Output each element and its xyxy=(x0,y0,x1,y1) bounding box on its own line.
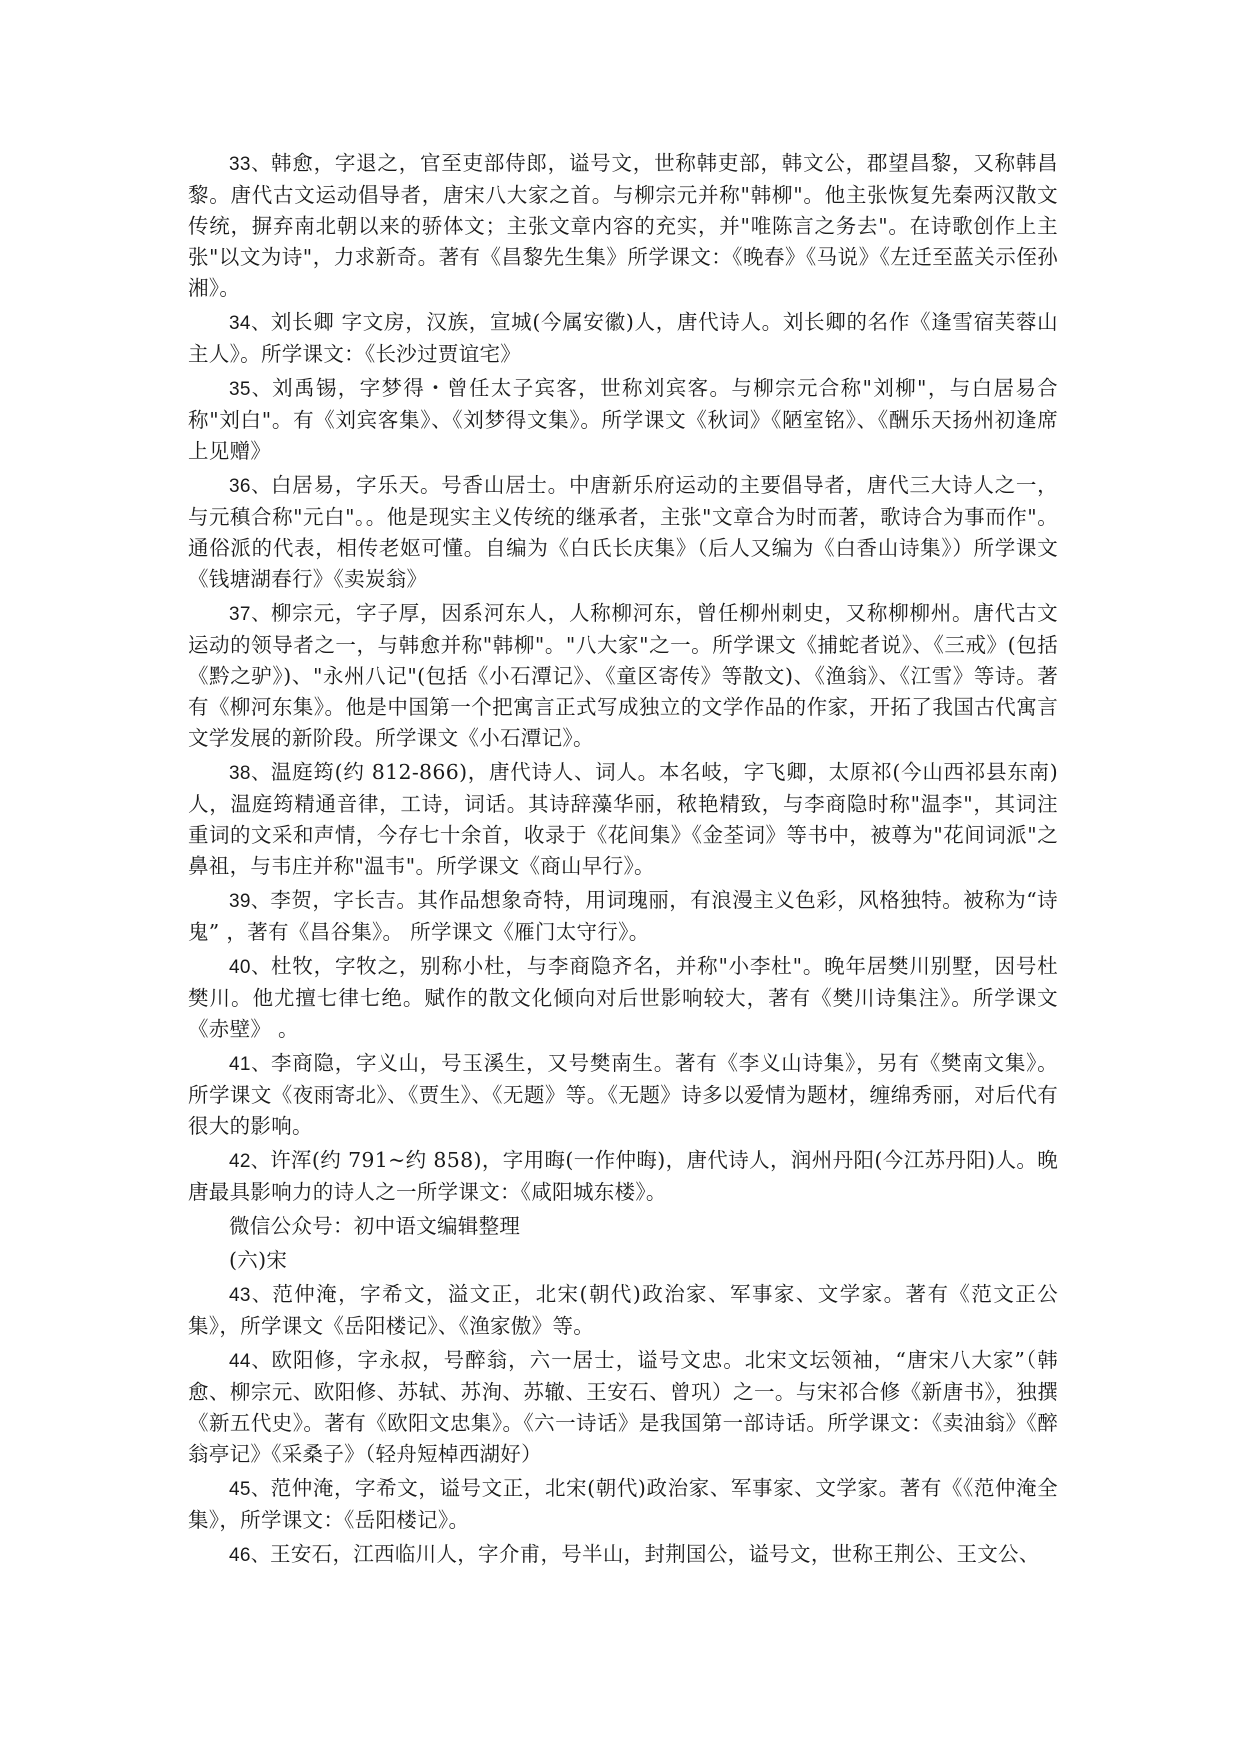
entry-39 xyxy=(188,885,1058,948)
entry-text: 刘长卿 字文房，汉族，宣城(今属安徽)人，唐代诗人。刘长卿的名作《逢雪宿芙蓉山主人》。所学课文：《长沙过贾谊宅》 xyxy=(188,310,1058,366)
entry-number: 35、 xyxy=(229,379,273,400)
entry-text: 杜牧，字牧之，别称小杜，与李商隐齐名，并称"小李杜"。晚年居樊川别墅，因号杜樊川。他尤擅七律七绝。赋作的散文化倾向对后世影响较大，著有《樊川诗集注》。所学课文《赤壁》 。 xyxy=(188,954,1058,1041)
entry-number: 33、 xyxy=(229,154,271,175)
entry-36 xyxy=(188,470,1058,595)
entry-number: 40、 xyxy=(229,957,272,978)
entry-46 xyxy=(188,1539,1058,1571)
entry-34 xyxy=(188,307,1058,370)
entry-33 xyxy=(188,148,1058,304)
entry-42 xyxy=(188,1145,1058,1208)
entry-45 xyxy=(188,1473,1058,1536)
entry-number: 39、 xyxy=(229,891,271,912)
section-heading: (六)宋 xyxy=(229,1248,288,1272)
entry-text: 许浑(约 791~约 858)，字用晦(一作仲晦)，唐代诗人，润州丹阳(今江苏丹阳)人。晚唐最具影响力的诗人之一所学课文：《咸阳城东楼》。 xyxy=(188,1148,1058,1204)
entry-text: 刘禹锡，字梦得・曾任太子宾客，世称刘宾客。与柳宗元合称"刘柳"，与白居易合称"刘白"。有《刘宾客集》、《刘梦得文集》。所学课文《秋词》《陋室铭》、《酬乐天扬州初逢席上见赠》 xyxy=(188,376,1058,463)
entry-text: 欧阳修，字永叔，号醉翁，六一居士，谥号文忠。北宋文坛领袖，“唐宋八大家”（韩愈、柳宗元、欧阳修、苏轼、苏洵、苏辙、王安石、曾巩）之一。与宋祁合修《新唐书》，独撰《新五代史》。著有《欧阳文忠集》。《六一诗话》是我国第一部诗话。所学课文：《卖油翁》《醉翁亭记》《采桑子》（轻舟短棹西湖好） xyxy=(188,1348,1058,1466)
entry-38 xyxy=(188,757,1058,882)
document-page xyxy=(188,148,1058,1574)
entry-number: 43、 xyxy=(229,1285,273,1306)
entry-44 xyxy=(188,1345,1058,1470)
entry-number: 45、 xyxy=(229,1479,271,1500)
entry-number: 36、 xyxy=(229,476,271,497)
entry-35 xyxy=(188,373,1058,467)
entry-number: 37、 xyxy=(229,604,271,625)
entry-41 xyxy=(188,1048,1058,1142)
entry-text: 温庭筠(约 812-866)，唐代诗人、词人。本名岐，字飞卿，太原祁(今山西祁县东南)人，温庭筠精通音律，工诗，词话。其诗辞藻华丽，秾艳精致，与李商隐时称"温李"，其词注重词的文采和声情，今存七十余首，收录于《花间集》《金荃词》等书中，被尊为"花间词派"之鼻祖，与韦庄并称"温韦"。所学课文《商山早行》。 xyxy=(188,760,1058,878)
entry-text: 李贺，字长吉。其作品想象奇特，用词瑰丽，有浪漫主义色彩，风格独特。被称为“诗鬼” ，著有《昌谷集》。 所学课文《雁门太守行》。 xyxy=(188,888,1058,944)
entry-37 xyxy=(188,598,1058,754)
entry-text: 范仲淹，字希文，溢文正，北宋(朝代)政治家、军事家、文学家。著有《范文正公集》，所学课文《岳阳楼记》、《渔家傲》等。 xyxy=(188,1282,1058,1338)
entry-number: 38、 xyxy=(229,763,271,784)
entry-number: 46、 xyxy=(229,1545,271,1566)
entry-text: 李商隐，字义山，号玉溪生，又号樊南生。著有《李义山诗集》，另有《樊南文集》。所学课文《夜雨寄北》、《贾生》、《无题》等。《无题》诗多以爱情为题材，缠绵秀丽，对后代有很大的影响。 xyxy=(188,1051,1058,1138)
entry-text: 柳宗元，字子厚，因系河东人，人称柳河东，曾任柳州刺史，又称柳柳州。唐代古文运动的领导者之一，与韩愈并称"韩柳"。"八大家"之一。所学课文《捕蛇者说》、《三戒》(包括《黔之驴》)、"永州八记"(包括《小石潭记》、《童区寄传》等散文)、《渔翁》、《江雪》等诗。著有《柳河东集》。他是中国第一个把寓言正式写成独立的文学作品的作家，开拓了我国古代寓言文学发展的新阶段。所学课文《小石潭记》。 xyxy=(188,601,1058,750)
entry-43 xyxy=(188,1279,1058,1342)
wechat-note: 微信公众号：初中语文编辑整理 xyxy=(229,1214,521,1238)
entry-text: 韩愈，字退之，官至吏部侍郎，谥号文，世称韩吏部，韩文公，郡望昌黎，又称韩昌黎。唐代古文运动倡导者，唐宋八大家之首。与柳宗元并称"韩柳"。他主张恢复先秦两汉散文传统，摒弃南北朝以来的骄体文；主张文章内容的充实，并"唯陈言之务去"。在诗歌创作上主张"以文为诗"，力求新奇。著有《昌黎先生集》所学课文：《晚春》《马说》《左迁至蓝关示侄孙湘》。 xyxy=(188,151,1058,300)
entry-text: 白居易，字乐天。号香山居士。中唐新乐府运动的主要倡导者，唐代三大诗人之一，与元稹合称"元白"。。他是现实主义传统的继承者，主张"文章合为时而著，歌诗合为事而作"。通俗派的代表，相传老妪可懂。自编为《白氏长庆集》（后人又编为《白香山诗集》）所学课文《钱塘湖春行》《卖炭翁》 xyxy=(188,473,1058,591)
entry-40 xyxy=(188,951,1058,1045)
entry-text: 范仲淹，字希文，谥号文正，北宋(朝代)政治家、军事家、文学家。著有《《范仲淹全集》，所学课文：《岳阳楼记》。 xyxy=(188,1476,1058,1532)
entry-number: 42、 xyxy=(229,1151,271,1172)
entry-number: 41、 xyxy=(229,1054,271,1075)
entry-number: 44、 xyxy=(229,1351,272,1372)
entry-text: 王安石，江西临川人，字介甫，号半山，封荆国公，谥号文，世称王荆公、王文公、 xyxy=(270,1542,1040,1566)
entry-number: 34、 xyxy=(229,313,271,334)
